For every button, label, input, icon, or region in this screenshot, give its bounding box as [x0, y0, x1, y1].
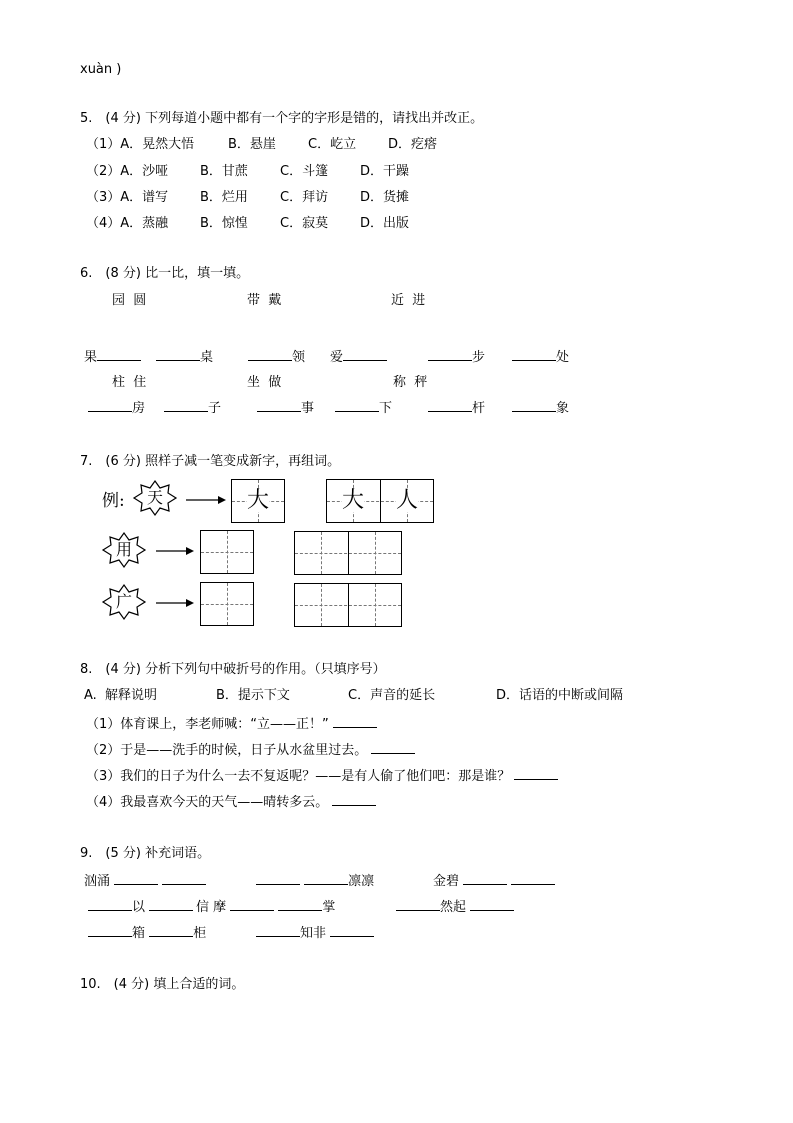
q5-r1-a: （1）A．晃然大悟 — [86, 137, 195, 152]
example-word-char-2: 人 — [396, 488, 419, 513]
q6-r2-char4: 下 — [379, 401, 393, 416]
answer-blank[interactable] — [470, 898, 514, 911]
answer-blank[interactable] — [511, 872, 555, 885]
q6-r1-char2: 桌 — [200, 350, 214, 365]
answer-blank[interactable] — [514, 767, 558, 780]
answer-blank[interactable] — [256, 924, 300, 937]
answer-blank[interactable] — [162, 872, 206, 885]
q8-item-3 — [86, 767, 558, 785]
q9-r1-text3: 金碧 — [433, 874, 460, 889]
answer-blank[interactable] — [333, 715, 377, 728]
q8-item-3-text: （3）我们的日子为什么一去不复返呢？——是有人偷了他们吧：那是谁？ — [86, 769, 511, 784]
q9-r3-item1 — [88, 924, 206, 942]
q8-item-1 — [86, 715, 377, 733]
q7-title: 7. (6 分) 照样子减一笔变成新字，再组词。 — [80, 454, 341, 469]
q6-pair-6: 称 秤 — [393, 375, 428, 390]
answer-blank[interactable] — [304, 872, 348, 885]
q5-r2-c: C．斗篷 — [280, 164, 329, 179]
q6-r2-char1: 房 — [132, 401, 146, 416]
answer-blank[interactable] — [149, 898, 193, 911]
q9-r1-item3 — [433, 872, 555, 890]
q8-option-b: B．提示下文 — [216, 688, 290, 703]
example-word-char-1: 大 — [342, 488, 365, 513]
answer-blank[interactable] — [88, 898, 132, 911]
answer-blank[interactable] — [88, 924, 132, 937]
q9-r2-text2: 信 摩 — [196, 900, 227, 915]
q9-r2-item2 — [196, 898, 335, 916]
q6-r1-char3: 领 — [292, 350, 306, 365]
q6-pair-2: 带 戴 — [247, 293, 282, 308]
q8-title: 8. (4 分) 分析下列句中破折号的作用。（只填序号） — [80, 662, 386, 677]
q9-r2-text3: 掌 — [322, 900, 336, 915]
q8-item-4-text: （4）我最喜欢今天的天气——晴转多云。 — [86, 795, 329, 810]
answer-grid-word[interactable] — [294, 583, 402, 627]
q9-r1-text1: 汹涌 — [84, 874, 111, 889]
q9-r3-item2 — [256, 924, 374, 942]
q8-item-2-text: （2）于是——洗手的时候，日子从水盆里过去。 — [86, 743, 368, 758]
example-label: 例: — [102, 491, 125, 511]
q9-r2-item3 — [396, 898, 514, 916]
answer-blank[interactable] — [463, 872, 507, 885]
q6-title: 6. (8 分) 比一比，填一填。 — [80, 266, 250, 281]
q5-r3-c: C．拜访 — [280, 190, 329, 205]
example-word-grid — [326, 479, 434, 523]
answer-blank[interactable] — [330, 924, 374, 937]
q9-r3-text2: 柜 — [193, 926, 207, 941]
q5-r4-d: D．出版 — [360, 216, 410, 231]
arrow-icon — [156, 547, 194, 555]
answer-blank[interactable] — [396, 898, 440, 911]
q9-r2-text4: 然起 — [440, 900, 467, 915]
answer-blank[interactable] — [332, 793, 376, 806]
example-star-char: 天 — [147, 488, 164, 507]
q5-r3-b: B．烂用 — [200, 190, 248, 205]
q5-r1-d: D．疙瘩 — [388, 137, 438, 152]
q6-r2-char3: 事 — [301, 401, 315, 416]
q5-r3-a: （3）A．谱写 — [86, 190, 169, 205]
example-answer-grid — [231, 479, 285, 523]
q9-r1-text2: 凛凛 — [348, 874, 375, 889]
q6-pair-3: 近 进 — [391, 293, 426, 308]
star-char-3: 广 — [116, 592, 133, 611]
q9-r1-item1 — [84, 872, 206, 890]
q6-r1-char4: 爱 — [330, 350, 344, 365]
answer-blank[interactable] — [149, 924, 193, 937]
q8-item-2 — [86, 741, 415, 759]
q5-r1-c: C．屹立 — [308, 137, 357, 152]
answer-blank[interactable] — [114, 872, 158, 885]
q5-r4-a: （4）A．蒸融 — [86, 216, 169, 231]
answer-grid-word[interactable] — [294, 531, 402, 575]
example-answer-char: 大 — [247, 488, 270, 513]
q5-r2-a: （2）A．沙哑 — [86, 164, 169, 179]
q9-r2-text1: 以 — [132, 900, 146, 915]
answer-grid-char[interactable] — [200, 582, 254, 626]
q9-r3-text1: 箱 — [132, 926, 146, 941]
q8-item-4 — [86, 793, 376, 811]
q6-pair-1: 园 圆 — [112, 293, 147, 308]
q8-item-1-text: （1）体育课上，李老师喊：“立——正！” — [86, 717, 329, 732]
q6-r2-char5: 杆 — [472, 401, 486, 416]
q8-option-a: A. 解释说明 — [84, 688, 158, 703]
answer-blank[interactable] — [256, 872, 300, 885]
q5-title: 5. (4 分) 下列每道小题中都有一个字的字形是错的，请找出并改正。 — [80, 111, 484, 126]
q6-r2-char2: 子 — [208, 401, 222, 416]
top-fragment-text: xuàn ) — [80, 62, 122, 77]
answer-blank[interactable] — [278, 898, 322, 911]
q6-r1-char6: 处 — [556, 350, 570, 365]
arrow-icon — [156, 599, 194, 607]
arrow-icon — [186, 496, 226, 504]
q9-r1-item2 — [256, 872, 374, 890]
q9-title: 9. (5 分) 补充词语。 — [80, 846, 211, 861]
star-char-2: 用 — [116, 540, 133, 559]
q8-option-c: C．声音的延长 — [348, 688, 436, 703]
answer-grid-char[interactable] — [200, 530, 254, 574]
q9-r2-item1 — [88, 898, 193, 916]
q5-r4-b: B．惊惶 — [200, 216, 248, 231]
q6-r2-char6: 象 — [556, 401, 570, 416]
q6-r1-char5: 步 — [472, 350, 486, 365]
q6-pair-5: 坐 做 — [247, 375, 282, 390]
q5-r2-b: B．甘蔗 — [200, 164, 248, 179]
q5-r1-b: B．悬崖 — [228, 137, 276, 152]
q5-r4-c: C．寂莫 — [280, 216, 329, 231]
q6-pair-4: 柱 住 — [112, 375, 147, 390]
q6-r1-char1: 果 — [84, 350, 98, 365]
q5-r3-d: D．货摊 — [360, 190, 410, 205]
q10-title: 10. (4 分) 填上合适的词。 — [80, 977, 245, 992]
answer-blank[interactable] — [230, 898, 274, 911]
answer-blank[interactable] — [371, 741, 415, 754]
q5-r2-d: D．干躁 — [360, 164, 410, 179]
q9-r3-text3: 知非 — [300, 926, 327, 941]
q8-option-d: D．话语的中断或间隔 — [496, 688, 624, 703]
